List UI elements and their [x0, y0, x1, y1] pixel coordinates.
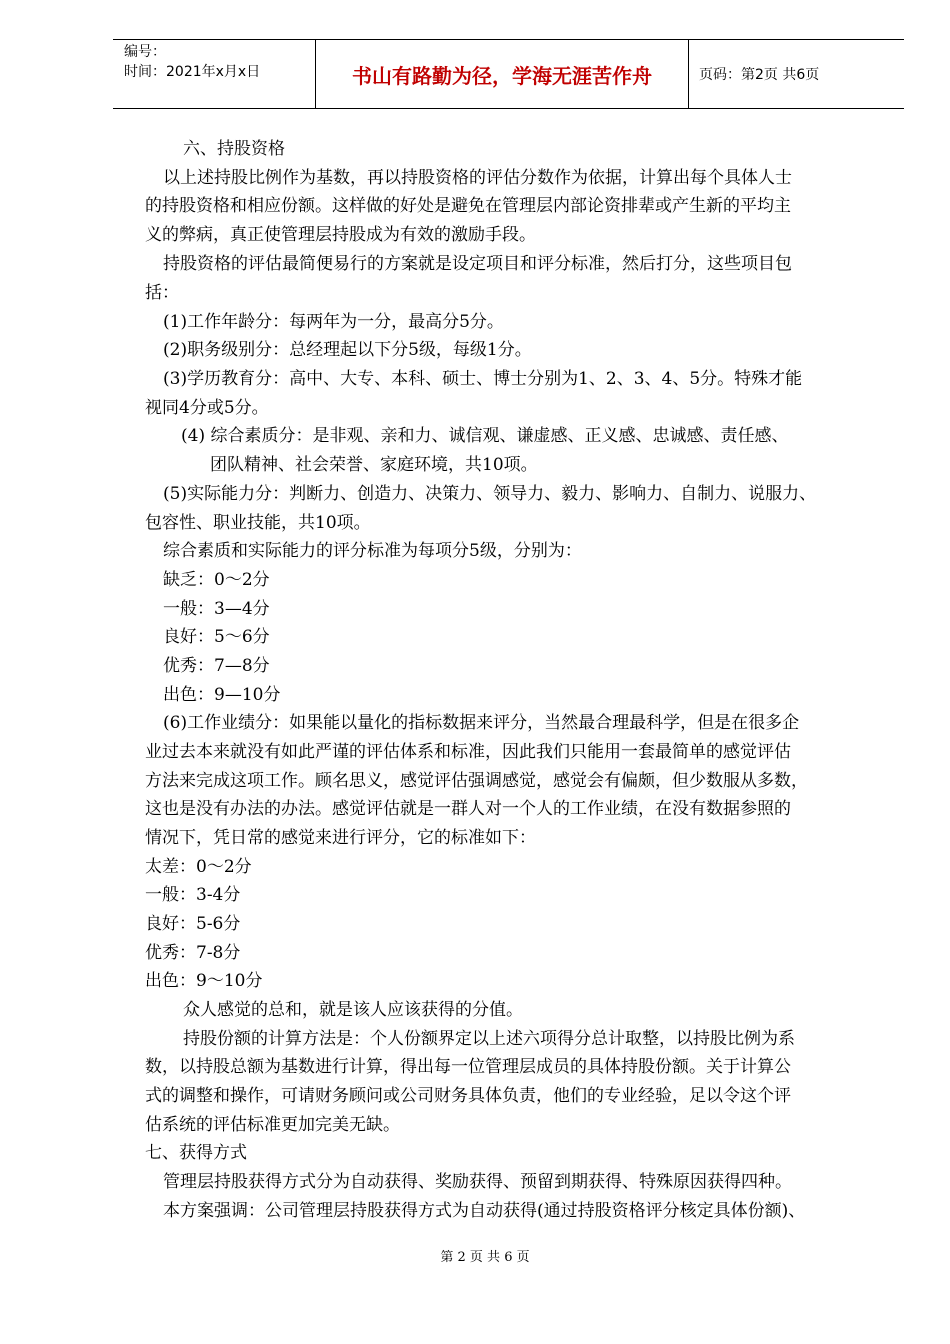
list-item: (5)实际能力分：判断力、创造力、决策力、领导力、毅力、影响力、自制力、说服力、: [163, 484, 817, 504]
paragraph-line: 这也是没有办法的办法。感觉评估就是一群人对一个人的工作业绩，在没有数据参照的: [145, 799, 791, 819]
paragraph-line: 情况下，凭日常的感觉来进行评分，它的标准如下：: [145, 828, 536, 848]
paragraph-line: 综合素质和实际能力的评分标准为每项分5级，分别为：: [163, 541, 582, 561]
score-level: 一般：3—4分: [163, 599, 270, 619]
paragraph-line: 管理层持股获得方式分为自动获得、奖励获得、预留到期获得、特殊原因获得四种。: [163, 1172, 792, 1192]
section-heading: 六、持股资格: [183, 139, 285, 159]
paragraph-line: 众人感觉的总和，就是该人应该获得的分值。: [183, 1000, 523, 1020]
header-motto-cell: [316, 40, 689, 108]
page-info: 页码：第2页 共6页: [699, 67, 820, 83]
header-info-cell: [113, 40, 316, 108]
time-label: 时间：2021年x月x日: [124, 64, 261, 80]
paragraph-line: 括：: [145, 283, 179, 303]
section-heading: 七、获得方式: [145, 1143, 247, 1163]
list-item: (3)学历教育分：高中、大专、本科、硕士、博士分别为1、2、3、4、5分。特殊才能: [163, 369, 803, 389]
paragraph-line: 估系统的评估标准更加完美无缺。: [145, 1115, 400, 1135]
score-level: 良好：5～6分: [163, 627, 270, 647]
score-level: 出色：9—10分: [163, 685, 281, 705]
paragraph-line: 数，以持股总额为基数进行计算，得出每一位管理层成员的具体持股份额。关于计算公: [145, 1057, 791, 1077]
paragraph-line: 方法来完成这项工作。顾名思义，感觉评估强调感觉，感觉会有偏颇，但少数服从多数，: [145, 771, 808, 791]
paragraph-line: 式的调整和操作，可请财务顾问或公司财务具体负责，他们的专业经验，足以令这个评: [145, 1086, 791, 1106]
score-level: 一般：3-4分: [145, 885, 241, 905]
score-level: 优秀：7-8分: [145, 943, 241, 963]
page-header: [113, 39, 904, 109]
list-item: (4) 综合素质分：是非观、亲和力、诚信观、谦虚感、正义感、忠诚感、责任感、: [181, 426, 789, 446]
list-item: 团队精神、社会荣誉、家庭环境，共10项。: [210, 455, 538, 475]
score-level: 缺乏：0～2分: [163, 570, 270, 590]
paragraph-line: 的持股资格和相应份额。这样做的好处是避免在管理层内部论资排辈或产生新的平均主: [145, 196, 791, 216]
list-item: 包容性、职业技能，共10项。: [145, 513, 371, 533]
score-level: 优秀：7—8分: [163, 656, 270, 676]
paragraph-line: 持股份额的计算方法是：个人份额界定以上述六项得分总计取整，以持股比例为系: [183, 1029, 795, 1049]
serial-label: 编号：: [124, 44, 166, 60]
page-footer: 第 2 页 共 6 页: [440, 1250, 530, 1265]
score-level: 良好：5-6分: [145, 914, 241, 934]
list-item: (1)工作年龄分：每两年为一分，最高分5分。: [163, 312, 504, 332]
list-item: (6)工作业绩分：如果能以量化的指标数据来评分，当然最合理最科学，但是在很多企: [163, 713, 800, 733]
score-level: 出色：9～10分: [145, 971, 263, 991]
paragraph-line: 业过去本来就没有如此严谨的评估体系和标准，因此我们只能用一套最简单的感觉评估: [145, 742, 791, 762]
paragraph-line: 持股资格的评估最简便易行的方案就是设定项目和评分标准，然后打分，这些项目包: [163, 254, 792, 274]
header-page-cell: [689, 40, 904, 108]
list-item: 视同4分或5分。: [145, 398, 269, 418]
paragraph-line: 本方案强调：公司管理层持股获得方式为自动获得(通过持股资格评分核定具体份额)、: [163, 1201, 806, 1221]
score-level: 太差：0～2分: [145, 857, 252, 877]
paragraph-line: 义的弊病，真正使管理层持股成为有效的激励手段。: [145, 225, 536, 245]
motto: 书山有路勤为径，学海无涯苦作舟: [352, 64, 652, 88]
list-item: (2)职务级别分：总经理起以下分5级，每级1分。: [163, 340, 532, 360]
paragraph-line: 以上述持股比例作为基数，再以持股资格的评估分数作为依据，计算出每个具体人士: [163, 168, 792, 188]
